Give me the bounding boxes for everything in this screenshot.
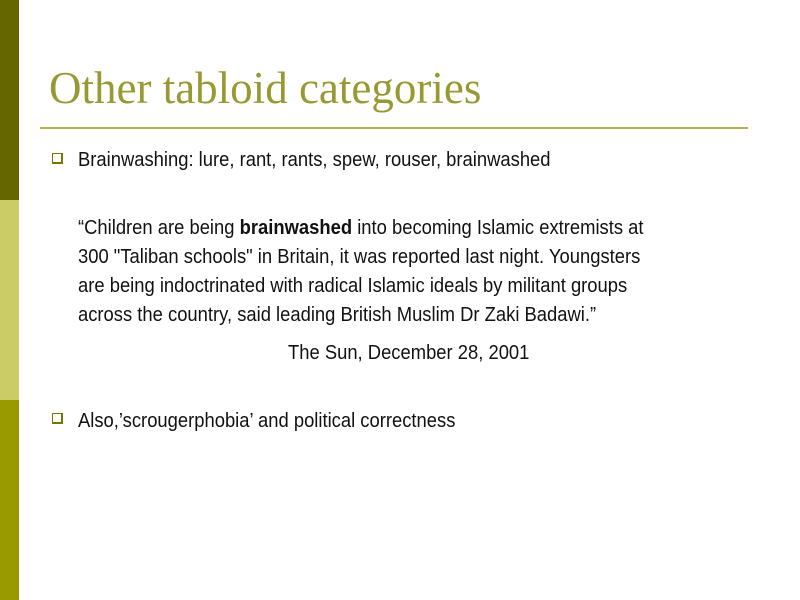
newspaper-quote <box>78 214 644 330</box>
quote-line-1 <box>78 214 644 243</box>
quote-line-1-end: into becoming Islamic extremists at <box>352 217 644 239</box>
sidebar-stripe-top <box>0 0 19 200</box>
quote-source: The Sun, December 28, 2001 <box>288 342 530 364</box>
quote-line-3: are being indoctrinated with radical Islamic ideals by militant groups <box>78 275 628 297</box>
hollow-square-bullet-icon <box>52 153 63 164</box>
sidebar-stripe-bottom <box>0 400 19 600</box>
quote-line-1-start: “Children are being <box>78 217 240 239</box>
hollow-square-bullet-icon <box>52 413 63 424</box>
bullet-text-brainwashing: Brainwashing: lure, rant, rants, spew, rouser, brainwashed <box>78 149 551 171</box>
sidebar-stripe-middle <box>0 200 19 400</box>
title-underline <box>40 127 748 129</box>
slide-title: Other tabloid categories <box>49 63 482 113</box>
quote-line-2: 300 "Taliban schools" in Britain, it was reported last night. Youngsters <box>78 246 641 268</box>
quote-line-4: across the country, said leading British Muslim Dr Zaki Badawi.” <box>78 304 597 326</box>
bullet-text-also: Also,’scrougerphobia’ and political correctness <box>78 410 456 432</box>
quote-bold-word: brainwashed <box>239 217 353 239</box>
